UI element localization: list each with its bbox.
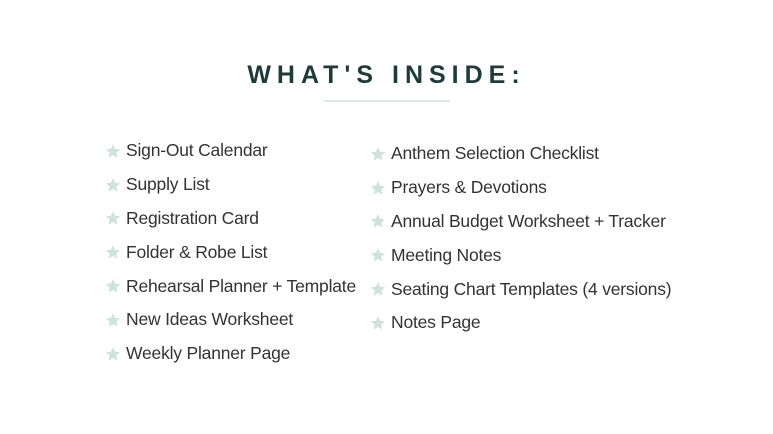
list-item-label: Folder & Robe List xyxy=(126,241,268,262)
star-icon xyxy=(105,346,121,362)
list-item xyxy=(370,137,671,171)
star-icon xyxy=(105,278,121,294)
list-item xyxy=(105,269,356,303)
list-item-label: Anthem Selection Checklist xyxy=(391,143,599,164)
list-item-label: Annual Budget Worksheet + Tracker xyxy=(391,210,666,231)
page-title: WHAT'S INSIDE: xyxy=(247,61,526,89)
contents-list-left xyxy=(105,134,356,371)
list-item-label: Notes Page xyxy=(391,312,481,333)
list-item-label: Seating Chart Templates (4 versions) xyxy=(391,278,672,299)
star-icon xyxy=(370,281,386,297)
list-item-label: Registration Card xyxy=(126,207,259,228)
list-item xyxy=(370,205,671,239)
contents-list-right xyxy=(370,137,671,340)
star-icon xyxy=(370,213,386,229)
list-item xyxy=(105,235,356,269)
list-item-label: Rehearsal Planner + Template xyxy=(126,275,356,296)
list-item-label: Prayers & Devotions xyxy=(391,177,547,198)
list-item xyxy=(370,306,671,340)
list-item xyxy=(105,134,356,168)
title-underline xyxy=(324,100,450,102)
star-icon xyxy=(370,146,386,162)
list-item-label: Sign-Out Calendar xyxy=(126,140,268,161)
list-item xyxy=(105,337,356,371)
list-item-label: Weekly Planner Page xyxy=(126,343,291,364)
star-icon xyxy=(105,143,121,159)
list-item-label: New Ideas Worksheet xyxy=(126,309,294,330)
list-item xyxy=(370,171,671,205)
list-item xyxy=(370,272,671,306)
list-item-label: Supply List xyxy=(126,174,210,195)
list-item xyxy=(105,168,356,202)
list-item xyxy=(105,303,356,337)
star-icon xyxy=(105,210,121,226)
star-icon xyxy=(105,312,121,328)
star-icon xyxy=(370,247,386,263)
list-item xyxy=(370,238,671,272)
star-icon xyxy=(370,315,386,331)
list-item xyxy=(105,202,356,236)
star-icon xyxy=(105,244,121,260)
star-icon xyxy=(105,177,121,193)
star-icon xyxy=(370,180,386,196)
list-item-label: Meeting Notes xyxy=(391,244,502,265)
